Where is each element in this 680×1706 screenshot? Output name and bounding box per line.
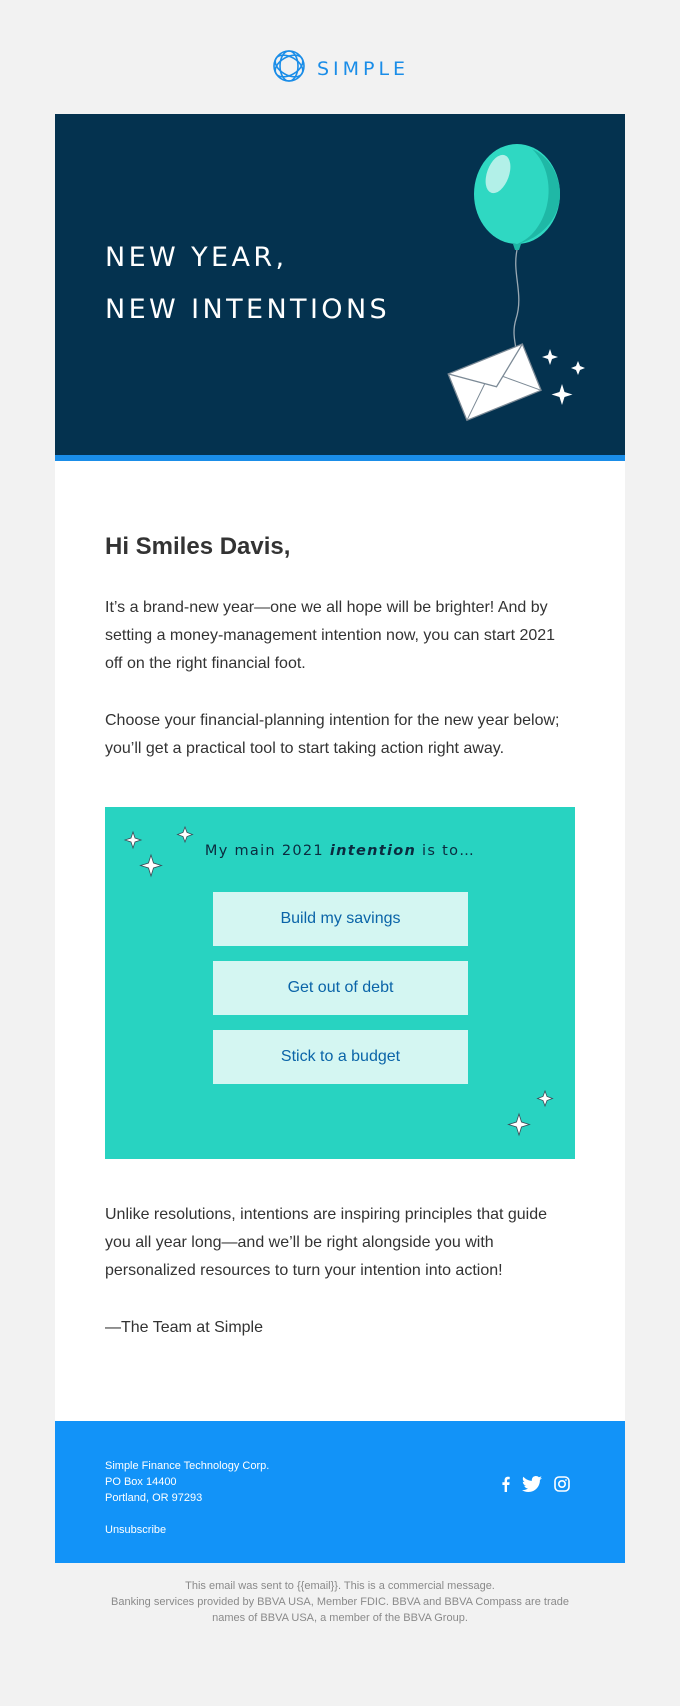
twitter-icon[interactable] <box>522 1476 542 1497</box>
hero-banner <box>55 114 625 461</box>
address-line-1: PO Box 14400 <box>105 1476 177 1488</box>
intro-paragraph: It’s a brand-new year—one we all hope will be brighter! And by setting a money-management intention now, you can start 2021 off on the right financial foot. <box>105 599 556 672</box>
balloon-icon <box>474 144 560 250</box>
envelope-icon <box>448 344 541 420</box>
sparkle-icon <box>542 349 585 405</box>
intention-heading <box>105 843 575 859</box>
hero-title-line-1: NEW YEAR, <box>105 242 288 273</box>
company-address <box>105 1458 269 1506</box>
closing-paragraph: Unlike resolutions, intentions are inspiring principles that guide you all year long—and we’ll be right alongside you with personalized resources to turn your intention into action! <box>105 1206 548 1279</box>
intention-heading-emphasis: intention <box>329 843 417 859</box>
legal-disclaimer <box>100 1578 580 1626</box>
brand-name: SIMPLE <box>316 57 410 80</box>
social-links <box>501 1476 570 1497</box>
address-line-2: Portland, OR 97293 <box>105 1492 203 1504</box>
brand-logo[interactable] <box>0 48 680 89</box>
instagram-icon[interactable] <box>554 1476 570 1497</box>
build-savings-button[interactable]: Build my savings <box>213 892 468 946</box>
email-footer <box>55 1421 625 1563</box>
legal-line-1: This email was sent to {{email}}. This is a commercial message. <box>185 1580 495 1592</box>
simple-logo-icon <box>271 48 307 89</box>
unsubscribe-link[interactable]: Unsubscribe <box>105 1524 167 1536</box>
intention-heading-post: is to… <box>416 843 476 859</box>
signoff: —The Team at Simple <box>105 1319 263 1336</box>
company-name: Simple Finance Technology Corp. <box>105 1460 270 1472</box>
stick-to-budget-button[interactable]: Stick to a budget <box>213 1030 468 1084</box>
intention-picker <box>105 807 575 1159</box>
hero-title-line-2: NEW INTENTIONS <box>105 294 391 325</box>
facebook-icon[interactable] <box>501 1476 510 1497</box>
instruction-paragraph: Choose your financial-planning intention for the new year below; you’ll get a practical tool to start taking action right away. <box>105 712 560 757</box>
intention-heading-pre: My main 2021 <box>204 843 330 859</box>
balloon-envelope-illustration <box>420 144 600 439</box>
get-out-of-debt-button[interactable]: Get out of debt <box>213 961 468 1015</box>
email-content <box>55 461 625 1421</box>
legal-line-2: Banking services provided by BBVA USA, Member FDIC. BBVA and BBVA Compass are trade names of BBVA USA, a member of the BBVA Group. <box>111 1596 569 1624</box>
greeting: Hi Smiles Davis, <box>105 533 291 560</box>
